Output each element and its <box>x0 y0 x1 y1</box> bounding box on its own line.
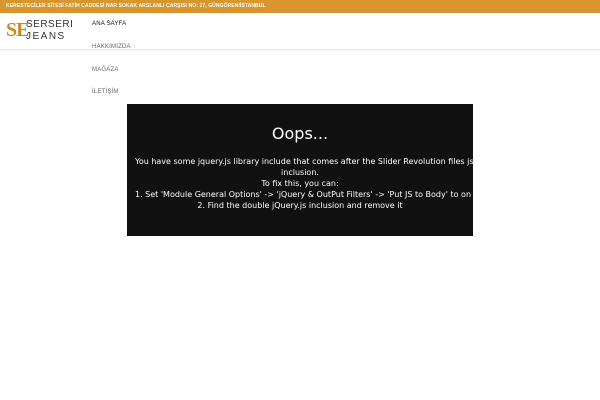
error-message <box>135 156 474 211</box>
error-line-4: 1. Set 'Module General Options' -> 'jQuery & OutPut Filters' -> 'Put JS to Body' to on <box>135 190 472 199</box>
top-info-bar <box>0 0 600 13</box>
address-text: KERESTECİLER SİTESİ FATİH CADDESİ NAR SOKAK ARSLANLI ÇARŞISI NO: 17, GÜNGÖREN/İSTANBUL <box>6 3 266 9</box>
site-logo[interactable] <box>6 18 74 46</box>
nav-item-iletisim[interactable]: İLETİŞİM <box>92 89 119 95</box>
logo-text-line1: SERSERI <box>26 19 74 30</box>
error-line-1: You have some jquery.js library include that comes after the Slider Revolution files js <box>135 157 474 166</box>
error-line-5: 2. Find the double jQuery.js inclusion and remove it <box>197 201 403 210</box>
slider-error-box <box>127 104 473 236</box>
error-line-2: inclusion. <box>281 168 319 177</box>
logo-monogram: SE <box>6 19 29 41</box>
nav-item-ana-sayfa[interactable]: ANA SAYFA <box>92 21 127 27</box>
site-header <box>0 13 600 50</box>
logo-text-line2: JEANS <box>26 31 66 42</box>
error-line-3: To fix this, you can: <box>261 179 339 188</box>
nav-item-magaza[interactable]: MAĞAZA <box>92 67 119 73</box>
error-title: Oops... <box>271 124 329 143</box>
nav-item-hakkimizda[interactable]: HAKKIMIZDA <box>92 44 131 50</box>
